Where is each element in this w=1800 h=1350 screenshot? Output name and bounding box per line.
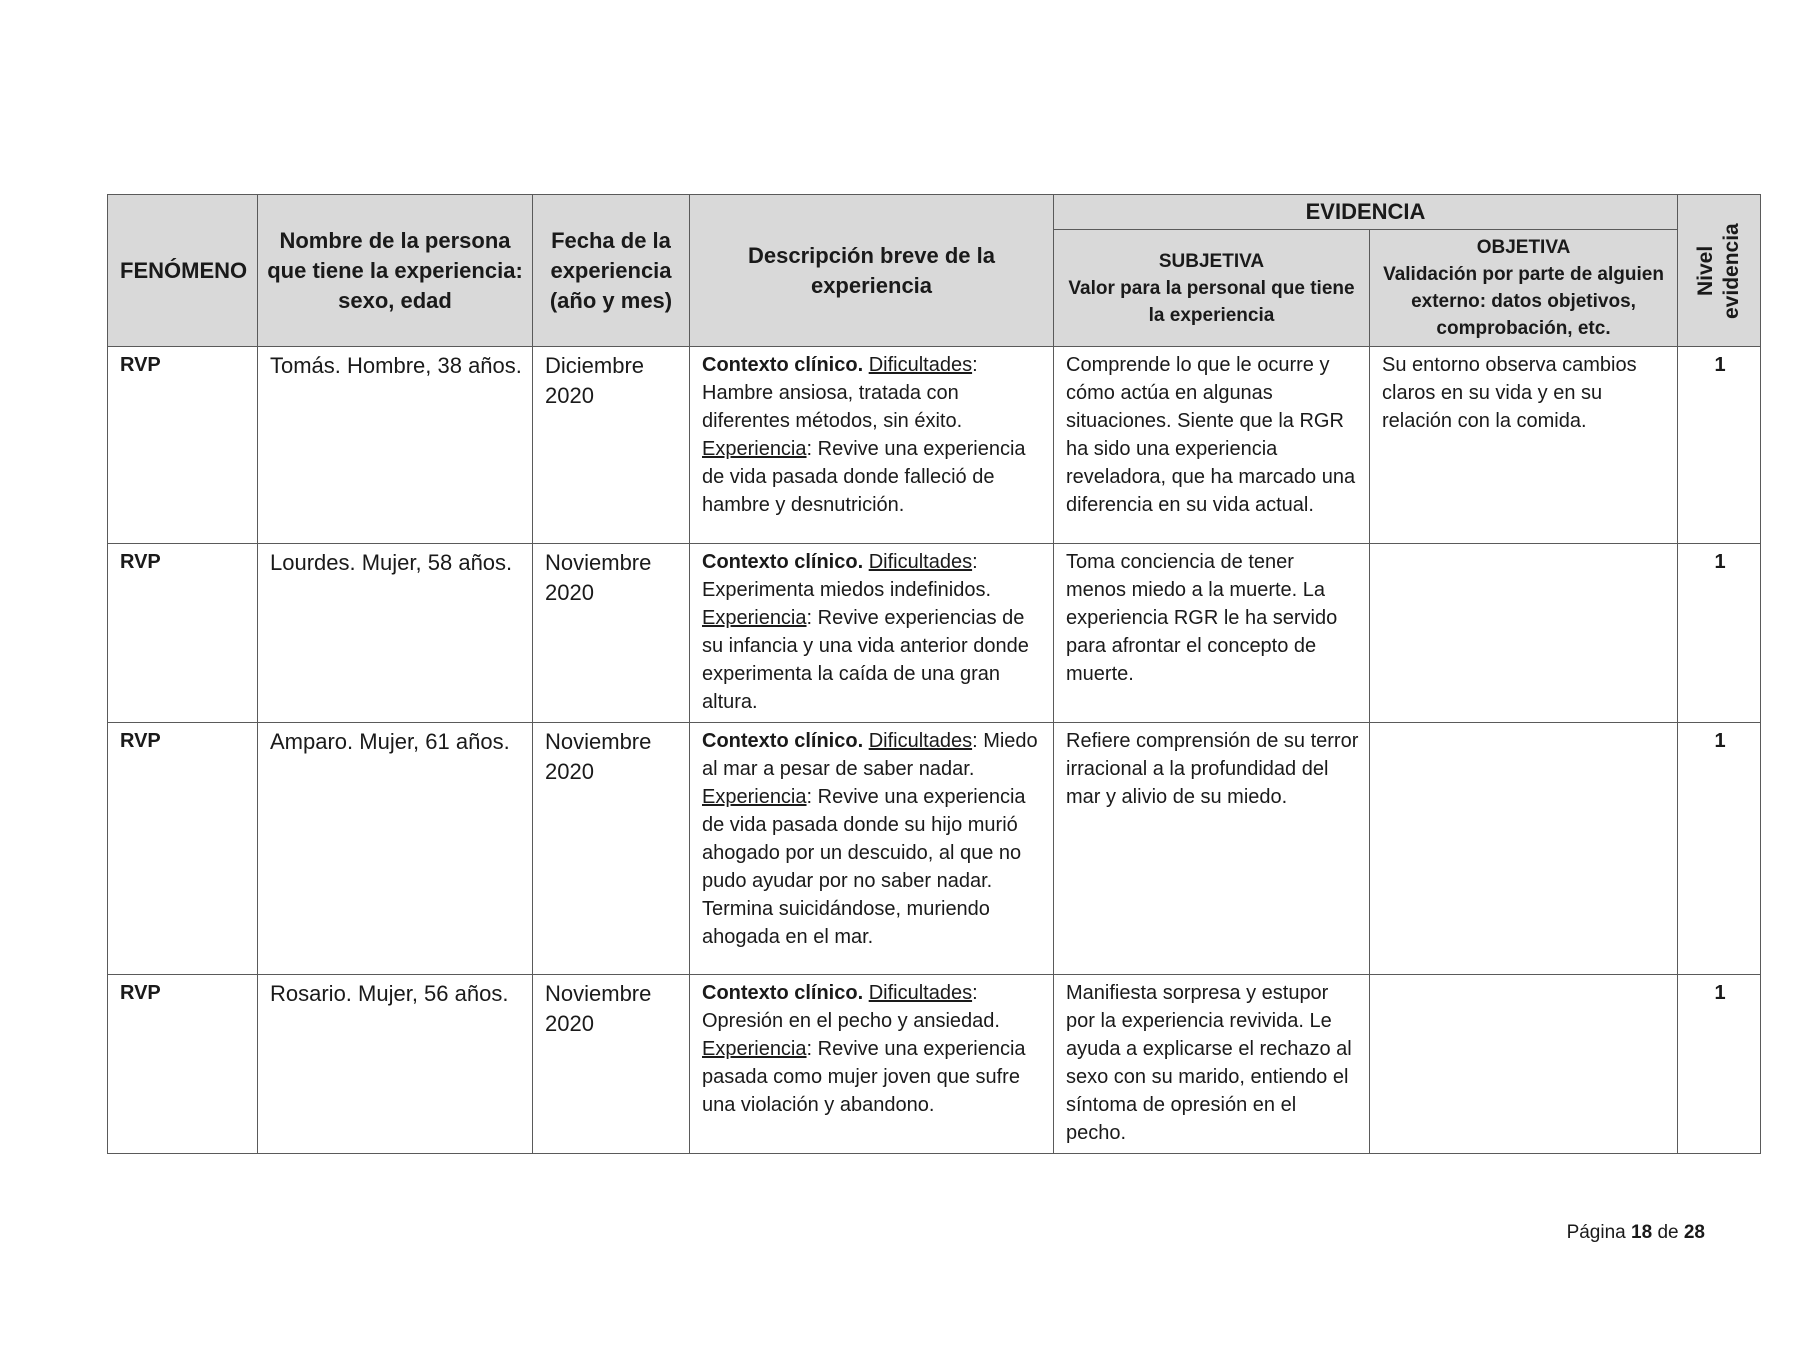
header-subjetiva-desc: Valor para la personal que tiene la experiencia bbox=[1068, 277, 1355, 326]
row-descripcion bbox=[690, 347, 1054, 544]
row-descripcion bbox=[690, 723, 1054, 975]
row-fecha: Noviembre 2020 bbox=[533, 544, 690, 723]
contexto-label: Contexto clínico. bbox=[702, 982, 864, 1004]
row-nivel: 1 bbox=[1678, 723, 1761, 975]
contexto-label: Contexto clínico. bbox=[702, 730, 864, 752]
table-row bbox=[108, 347, 1761, 544]
experiencia-text: Revive una experiencia de vida pasada donde su hijo murió ahogado por un descuido, al que no pudo ayudar por no saber nadar. Termina suicidándose, muriendo ahogada en el mar. bbox=[702, 786, 1026, 948]
row-objetiva bbox=[1370, 975, 1678, 1154]
row-fenomeno: RVP bbox=[108, 544, 258, 723]
row-descripcion bbox=[690, 975, 1054, 1154]
table-row bbox=[108, 723, 1761, 975]
header-nivel: Nivel evidencia bbox=[1694, 222, 1744, 319]
row-nombre: Lourdes. Mujer, 58 años. bbox=[258, 544, 533, 723]
row-descripcion bbox=[690, 544, 1054, 723]
row-nivel: 1 bbox=[1678, 544, 1761, 723]
experiencia-text: Revive experiencias de su infancia y una vida anterior donde experimenta la caída de una gran altura. bbox=[702, 607, 1029, 713]
header-row-top bbox=[108, 195, 1761, 230]
row-nombre: Tomás. Hombre, 38 años. bbox=[258, 347, 533, 544]
page-current: 18 bbox=[1631, 1222, 1653, 1243]
header-subjetiva-title: SUBJETIVA bbox=[1158, 250, 1265, 272]
header-fenomeno: FENÓMENO bbox=[108, 195, 258, 347]
header-nombre: Nombre de la persona que tiene la experiencia: sexo, edad bbox=[258, 195, 533, 347]
colon: : bbox=[806, 1038, 813, 1060]
dificultades-text: Miedo al mar a pesar de saber nadar. bbox=[702, 730, 1038, 780]
row-fecha: Noviembre 2020 bbox=[533, 975, 690, 1154]
colon: : bbox=[972, 982, 978, 1004]
experiencia-label: Experiencia bbox=[702, 1038, 807, 1060]
row-fenomeno: RVP bbox=[108, 347, 258, 544]
evidence-table bbox=[107, 194, 1761, 1154]
header-subjetiva bbox=[1054, 230, 1370, 347]
row-fenomeno: RVP bbox=[108, 975, 258, 1154]
row-fecha: Diciembre 2020 bbox=[533, 347, 690, 544]
header-descripcion: Descripción breve de la experiencia bbox=[690, 195, 1054, 347]
dificultades-text: Hambre ansiosa, tratada con diferentes métodos, sin éxito. bbox=[702, 382, 963, 432]
header-objetiva-desc: Validación por parte de alguien externo: datos objetivos, comprobación, etc. bbox=[1383, 264, 1664, 339]
colon: : bbox=[972, 551, 978, 573]
dificultades-label: Dificultades bbox=[868, 730, 973, 752]
page-sep: de bbox=[1657, 1222, 1679, 1243]
dificultades-label: Dificultades bbox=[868, 551, 973, 573]
dificultades-text: Experimenta miedos indefinidos. bbox=[702, 579, 992, 601]
experiencia-text: Revive una experiencia pasada como mujer joven que sufre una violación y abandono. bbox=[702, 1038, 1026, 1116]
table-header bbox=[108, 195, 1761, 347]
row-objetiva bbox=[1370, 723, 1678, 975]
contexto-label: Contexto clínico. bbox=[702, 551, 864, 573]
page-footer bbox=[1567, 1220, 1705, 1246]
row-subjetiva: Comprende lo que le ocurre y cómo actúa en algunas situaciones. Siente que la RGR ha sido una experiencia reveladora, que ha marcado una diferencia en su vida actual. bbox=[1054, 347, 1370, 544]
experiencia-label: Experiencia bbox=[702, 438, 807, 460]
table-row bbox=[108, 975, 1761, 1154]
header-fecha: Fecha de la experiencia (año y mes) bbox=[533, 195, 690, 347]
row-objetiva: Su entorno observa cambios claros en su vida y en su relación con la comida. bbox=[1370, 347, 1678, 544]
table-body bbox=[108, 347, 1761, 1154]
experiencia-label: Experiencia bbox=[702, 607, 807, 629]
dificultades-label: Dificultades bbox=[868, 982, 973, 1004]
experiencia-text: Revive una experiencia de vida pasada donde falleció de hambre y desnutrición. bbox=[702, 438, 1026, 516]
row-fenomeno: RVP bbox=[108, 723, 258, 975]
row-nivel: 1 bbox=[1678, 975, 1761, 1154]
dificultades-text: Opresión en el pecho y ansiedad. bbox=[702, 1010, 1000, 1032]
dificultades-label: Dificultades bbox=[868, 354, 973, 376]
row-subjetiva: Refiere comprensión de su terror irracional a la profundidad del mar y alivio de su miedo. bbox=[1054, 723, 1370, 975]
colon: : bbox=[972, 354, 978, 376]
row-objetiva bbox=[1370, 544, 1678, 723]
page-total: 28 bbox=[1683, 1222, 1705, 1243]
header-objetiva-title: OBJETIVA bbox=[1476, 237, 1571, 258]
row-nombre: Rosario. Mujer, 56 años. bbox=[258, 975, 533, 1154]
contexto-label: Contexto clínico. bbox=[702, 354, 864, 376]
row-nombre: Amparo. Mujer, 61 años. bbox=[258, 723, 533, 975]
colon: : bbox=[972, 730, 978, 752]
row-subjetiva: Manifiesta sorpresa y estupor por la experiencia revivida. Le ayuda a explicarse el rechazo al sexo con su marido, entiendo el síntoma de opresión en el pecho. bbox=[1054, 975, 1370, 1154]
header-nivel-wrap bbox=[1684, 201, 1754, 341]
header-nivel-cell bbox=[1678, 195, 1761, 347]
colon: : bbox=[806, 438, 813, 460]
header-objetiva bbox=[1370, 230, 1678, 347]
colon: : bbox=[806, 786, 813, 808]
row-subjetiva: Toma conciencia de tener menos miedo a la muerte. La experiencia RGR le ha servido para afrontar el concepto de muerte. bbox=[1054, 544, 1370, 723]
experiencia-label: Experiencia bbox=[702, 786, 807, 808]
header-evidencia: EVIDENCIA bbox=[1054, 195, 1678, 230]
page-label: Página bbox=[1566, 1222, 1626, 1243]
row-fecha: Noviembre 2020 bbox=[533, 723, 690, 975]
row-nivel: 1 bbox=[1678, 347, 1761, 544]
table-row bbox=[108, 544, 1761, 723]
colon: : bbox=[806, 607, 813, 629]
